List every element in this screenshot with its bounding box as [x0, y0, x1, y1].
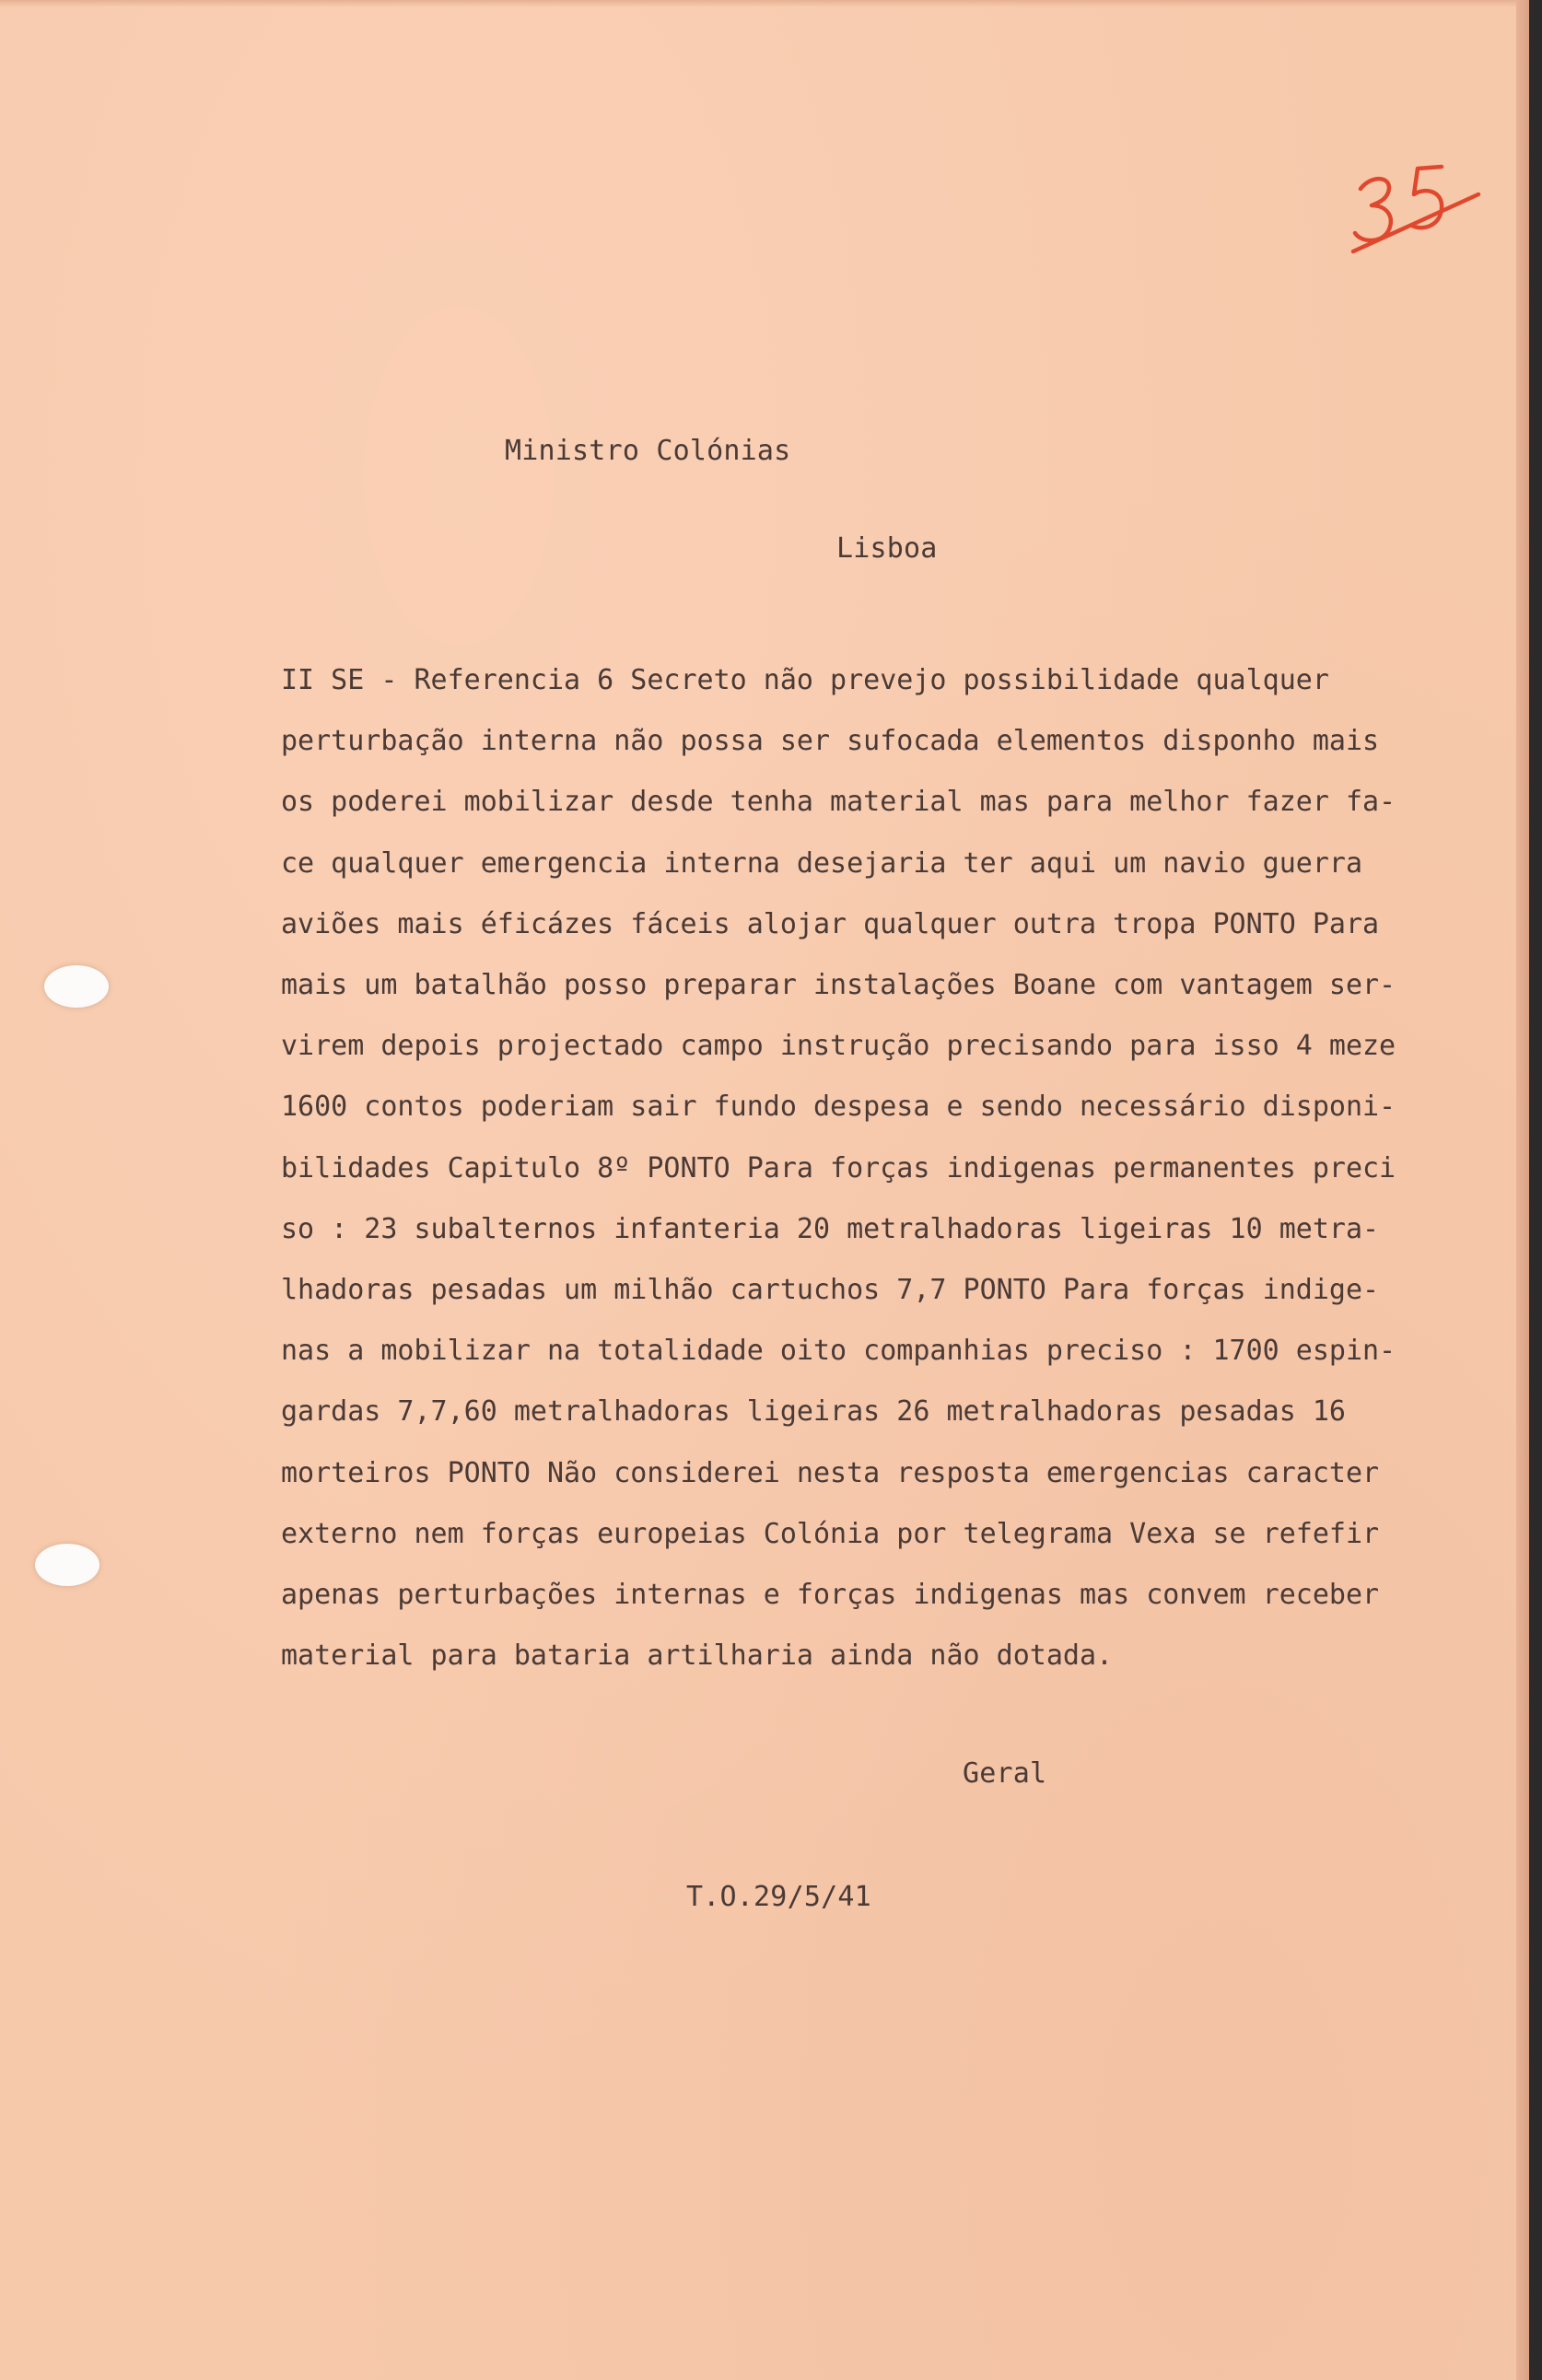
- handwritten-page-number: [1340, 152, 1488, 262]
- recipient-city: Lisboa: [836, 532, 938, 565]
- body-line: ce qualquer emergencia interna desejaria ter aqui um navio guerra: [281, 846, 1362, 880]
- body-line: aviões mais éficázes fáceis alojar qualquer outra tropa PONTO Para: [281, 907, 1380, 940]
- body-line: externo nem forças europeias Colónia por telegrama Vexa se refefir: [281, 1517, 1380, 1550]
- body-line: mais um batalhão posso preparar instalações Boane com vantagem ser-: [281, 969, 1396, 1002]
- body-line: perturbação interna não possa ser sufocada elementos disponho mais: [281, 725, 1380, 758]
- body-line: nas a mobilizar na totalidade oito companhias preciso : 1700 espin-: [281, 1335, 1396, 1368]
- signature: Geral: [963, 1757, 1047, 1790]
- body-line: virem depois projectado campo instrução precisando para isso 4 meze: [281, 1030, 1396, 1063]
- recipient-name: Ministro Colónias: [505, 435, 791, 467]
- body-line: morteiros PONTO Não considerei nesta resposta emergencias caracter: [281, 1456, 1380, 1489]
- telegram-reference: T.O.29/5/41: [686, 1881, 871, 1913]
- telegram-body: [281, 650, 1515, 1686]
- paper-top-edge: [0, 0, 1529, 7]
- body-line: gardas 7,7,60 metralhadoras ligeiras 26 metralhadoras pesadas 16: [281, 1395, 1346, 1429]
- body-line: material para bataria artilharia ainda não dotada.: [281, 1639, 1114, 1673]
- punch-hole-lower: [35, 1544, 99, 1586]
- body-line: os poderei mobilizar desde tenha material mas para melhor fazer fa-: [281, 786, 1396, 819]
- body-line: bilidades Capitulo 8º PONTO Para forças indigenas permanentes preci: [281, 1151, 1396, 1184]
- body-line: II SE - Referencia 6 Secreto não prevejo possibilidade qualquer: [281, 664, 1329, 696]
- body-line: 1600 contos poderiam sair fundo despesa e sendo necessário disponi-: [281, 1091, 1396, 1124]
- body-line: so : 23 subalternos infanteria 20 metralhadoras ligeiras 10 metra-: [281, 1212, 1380, 1245]
- paper-right-edge: [1516, 0, 1529, 2380]
- body-line: apenas perturbações internas e forças indigenas mas convem receber: [281, 1579, 1380, 1612]
- body-line: lhadoras pesadas um milhão cartuchos 7,7 PONTO Para forças indige-: [281, 1274, 1380, 1307]
- punch-hole-upper: [44, 965, 109, 1008]
